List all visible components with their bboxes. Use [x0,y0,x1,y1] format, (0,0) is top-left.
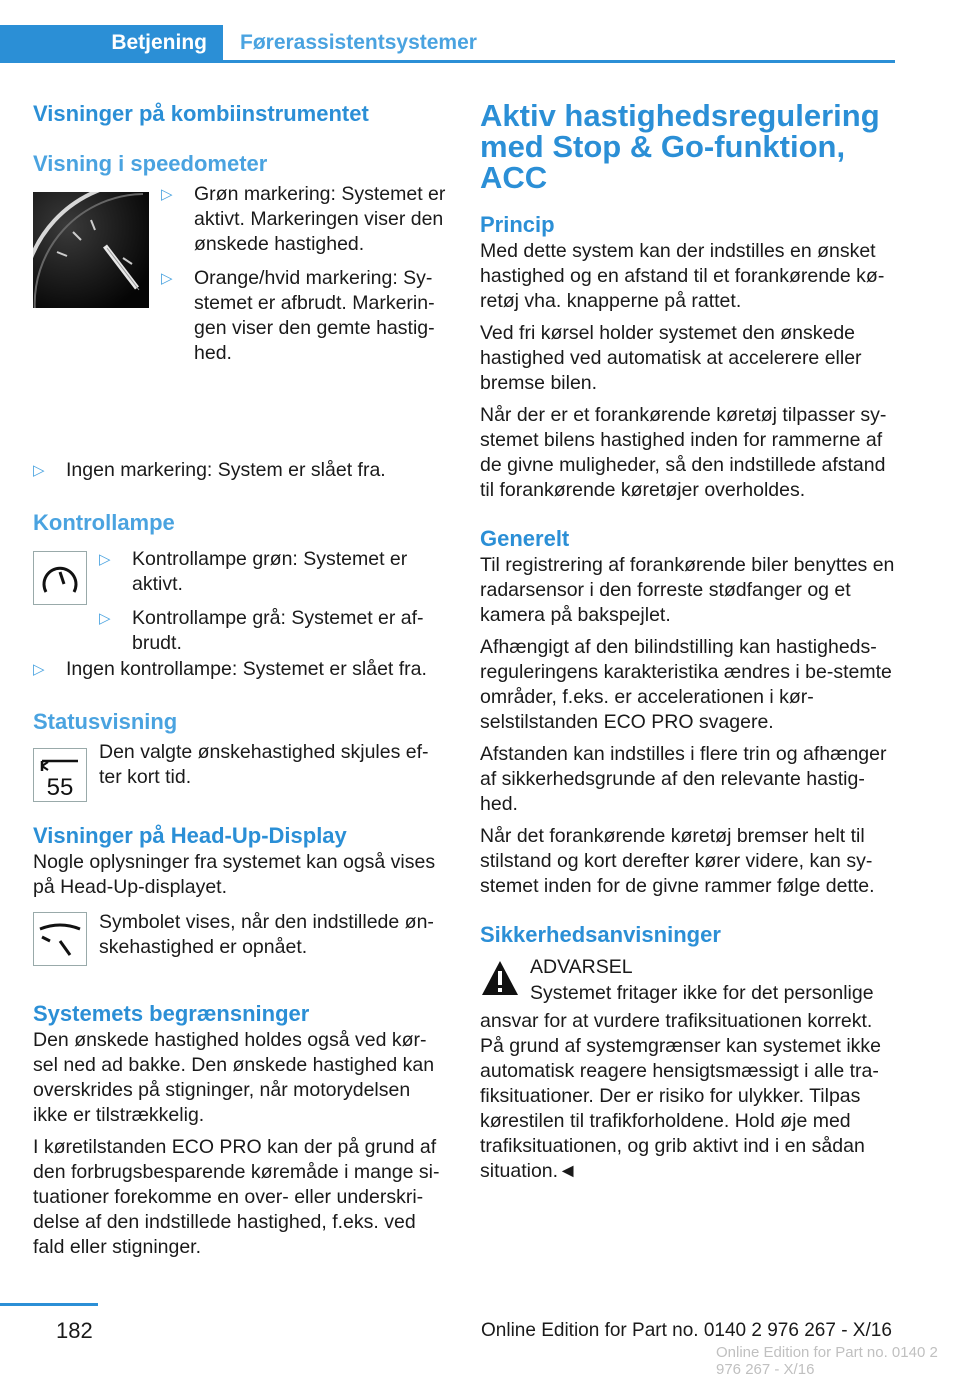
warning-text: ansvar for at vurdere trafiksituationen korrekt. På grund af systemgrænser kan systemet ikke automatisk reagere hensigtsmæssigt i alle tra-fiksituationer. Der er risiko for ulykker. Tilpas kørestilen til trafikforholdene. Hold øje med trafiksituationen, og grib aktivt ind i en sådan situation.◄ [480,1010,881,1182]
status-text: Den valgte ønskehastighed skjules ef-ter kort tid. [99,741,429,788]
heading-statusvisning: Statusvisning [33,709,178,734]
heading-head-up-display: Visninger på Head-Up-Display [33,823,347,848]
list-item: ▷ Kontrollampe grøn: Systemet er aktivt. [99,548,408,595]
bullet-triangle-icon: ▷ [33,661,45,678]
heading-generelt: Generelt [480,526,570,551]
warning-label: ADVARSEL [530,956,633,978]
speed-value-label: 55 [46,774,74,801]
warning-first-line: Systemet fritager ikke for det personlige [530,982,874,1004]
tab-forerassistentsystemer[interactable]: Førerassistentsystemer [240,31,477,54]
section-title: Aktiv hastighedsregulering med Stop & Go-funktion, ACC [480,98,880,195]
speedometer-bullets [161,182,451,375]
list-item: ▷ Ingen kontrollampe: Systemet er slået fra. [33,658,427,680]
hud-row [33,910,448,974]
limits-paragraph-1: Den ønskede hastighed holdes også ved kør-sel ned ad bakke. Den ønskede hastighed kan overskrides på stigninger, når motorydelsen ikke er tilstrækkelig. [33,1029,435,1126]
kontrollampe-row [33,547,448,654]
hud-icon-text: Symbolet vises, når den indstillede øn-skehastighed er opnået. [99,911,434,958]
heading-speedometer: Visning i speedometer [33,151,268,176]
speedometer-row [33,182,448,372]
warning-block [480,955,898,1009]
list-item: ▷ Ingen markering: System er slået fra. [33,459,386,481]
heading-kombiinstrument: Visninger på kombiinstrumentet [33,101,369,126]
heading-kontrollampe: Kontrollampe [33,510,175,535]
watermark: Online Edition for Part no. 0140 2 976 267 - X/16 [716,1344,938,1378]
bullet-triangle-icon: ▷ [99,610,111,627]
header-rule [0,60,895,63]
speed-55-icon [33,748,87,802]
bullet-triangle-icon: ▷ [161,186,173,203]
generelt-paragraph-2: Afhængigt af den bilindstilling kan hastigheds-reguleringens karakteristika ændres i be-stemte områder, f.eks. er accelerationen i kør-selstilstanden ECO PRO svagere. [480,636,892,733]
heading-princip: Princip [480,212,555,237]
bullet-triangle-icon: ▷ [33,462,45,479]
hud-text: Nogle oplysninger fra systemet kan også vises på Head-Up-displayet. [33,851,436,898]
heading-begraensninger: Systemets begrænsninger [33,1001,310,1026]
kontrollampe-bullets [99,547,449,665]
page-number: 182 [56,1318,93,1343]
heading-sikkerhed: Sikkerhedsanvisninger [480,922,721,947]
tab-betjening[interactable] [0,25,223,63]
speedometer-bullets-2 [33,458,448,483]
bullet-triangle-icon: ▷ [161,270,173,287]
generelt-paragraph-4: Når det forankørende køretøj bremser helt til stilstand og kort derefter kører videre, kan sy-stemet inden for de givne rammer følge dette. [480,825,875,897]
footer-edition: Online Edition for Part no. 0140 2 976 267 - X/16 [481,1320,892,1341]
acc-indicator-icon [33,551,87,605]
speedometer-image [33,192,149,308]
footer-rule [0,1303,98,1306]
warning-triangle-icon [480,959,520,997]
list-item: ▷ Kontrollampe grå: Systemet er af-brudt. [99,607,424,654]
kontrollampe-bullets-2 [33,657,448,682]
hud-speed-reached-icon [33,912,87,966]
left-column [33,100,448,1260]
generelt-paragraph-1: Til registrering af forankørende biler benyttes en radarsensor i den forreste stødfanger og et kamera på bakspejlet. [480,554,895,626]
princip-paragraph-1: Med dette system kan der indstilles en ønsket hastighed og en afstand til et forankørende kø-retøj vha. knapperne på rattet. [480,240,885,312]
princip-paragraph-2: Ved fri kørsel holder systemet den ønskede hastighed ved automatisk at accelerere eller bremse bilen. [480,322,862,394]
list-item: ▷ Grøn markering: Systemet er aktivt. Markeringen viser den ønskede hastighed. [161,183,446,255]
list-item: ▷ Orange/hvid markering: Sy-stemet er afbrudt. Markerin-gen viser den gemte hastig-hed. [161,267,435,364]
right-column [480,100,898,1184]
tab-betjening-label: Betjening [111,31,207,54]
statusvisning-row [33,740,448,804]
limits-paragraph-2: I køretilstanden ECO PRO kan der på grund af den forbrugsbesparende køremåde i mange si-tuationer forekomme en over- eller underskri-delse af den indstillede hastighed, f.eks. ved fald eller stigninger. [33,1136,440,1258]
generelt-paragraph-3: Afstanden kan indstilles i flere trin og afhænger af sikkerhedsgrunde af den relevante hastig-hed. [480,743,887,815]
princip-paragraph-3: Når der er et forankørende køretøj tilpasser sy-stemet bilens hastighed inden for rammerne af de givne muligheder, så den indstillede afstand til forankørende køretøjer overholdes. [480,404,887,501]
bullet-triangle-icon: ▷ [99,551,111,568]
